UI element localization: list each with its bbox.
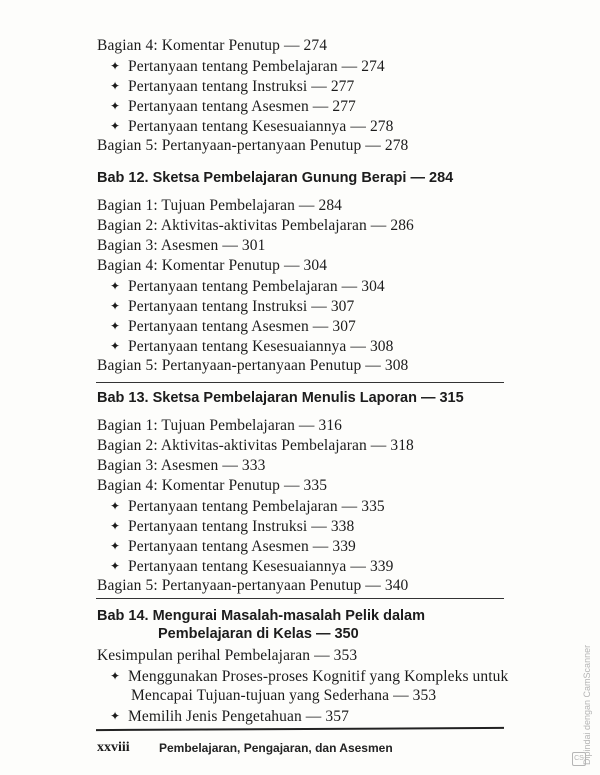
toc-subentry — [110, 96, 356, 117]
toc-entry — [97, 36, 327, 56]
chapter-heading — [97, 388, 464, 408]
toc-entry — [97, 436, 414, 456]
toc-entry-text: Pertanyaan tentang Kesesuaiannya — 308 — [128, 338, 394, 355]
toc-entry-text: Bagian 5: Pertanyaan-pertanyaan Penutup — 340 — [97, 577, 409, 594]
running-footer-title: Pembelajaran, Pengajaran, dan Asesmen — [159, 741, 393, 755]
toc-entry-text: Bagian 4: Komentar Penutup — 274 — [97, 37, 328, 54]
toc-entry-text: Bagian 2: Aktivitas-aktivitas Pembelajaran — 286 — [97, 217, 414, 234]
toc-entry-text: Pertanyaan tentang Kesesuaiannya — 339 — [128, 558, 394, 575]
toc-subentry — [110, 56, 385, 77]
bullet-icon: ✦ — [110, 499, 121, 513]
toc-subentry — [110, 116, 394, 137]
bullet-icon: ✦ — [110, 559, 121, 573]
bullet-icon: ✦ — [110, 99, 121, 113]
scanner-watermark — [572, 640, 592, 770]
toc-entry-text: Bagian 4: Komentar Penutup — 335 — [97, 477, 328, 494]
toc-subentry-continued — [131, 686, 436, 706]
chapter-heading — [97, 606, 425, 626]
toc-subentry — [110, 276, 385, 297]
toc-entry-text: Mencapai Tujuan-tujuan yang Sederhana — 353 — [131, 687, 437, 704]
toc-entry-text: Bagian 1: Tujuan Pembelajaran — 284 — [97, 197, 343, 214]
toc-entry-text: Pertanyaan tentang Instruksi — 338 — [128, 518, 355, 535]
toc-entry-text: Pertanyaan tentang Asesmen — 307 — [128, 318, 356, 335]
toc-entry-text: Bagian 3: Asesmen — 333 — [97, 457, 266, 474]
section-divider — [96, 382, 504, 383]
camscanner-logo-icon: CS — [572, 752, 586, 766]
toc-entry-text: Menggunakan Proses-proses Kognitif yang Kompleks untuk — [128, 668, 509, 685]
toc-subentry — [110, 76, 354, 97]
toc-entry-text: Pertanyaan tentang Asesmen — 339 — [128, 538, 356, 555]
chapter-heading-text: Bab 14. Mengurai Masalah-masalah Pelik dalam — [97, 608, 425, 624]
bullet-icon: ✦ — [110, 539, 121, 553]
toc-entry-text: Bagian 2: Aktivitas-aktivitas Pembelajaran — 318 — [97, 437, 414, 454]
toc-subentry — [110, 296, 354, 317]
chapter-heading-text: Bab 12. Sketsa Pembelajaran Gunung Berapi — 284 — [97, 170, 454, 186]
toc-entry-text: Pertanyaan tentang Instruksi — 277 — [128, 78, 355, 95]
chapter-heading-text: Pembelajaran di Kelas — 350 — [158, 626, 359, 642]
toc-entry — [97, 456, 265, 476]
toc-entry-text: Pertanyaan tentang Asesmen — 277 — [128, 98, 356, 115]
toc-entry-text: Pertanyaan tentang Kesesuaiannya — 278 — [128, 118, 394, 135]
toc-entry-text: Bagian 3: Asesmen — 301 — [97, 237, 266, 254]
toc-subentry — [110, 316, 356, 337]
toc-entry-text: Pertanyaan tentang Pembelajaran — 335 — [128, 498, 385, 515]
toc-entry-text: Bagian 5: Pertanyaan-pertanyaan Penutup — 308 — [97, 357, 409, 374]
toc-entry — [97, 646, 357, 666]
toc-subentry — [110, 336, 394, 357]
toc-subentry — [110, 666, 508, 687]
toc-entry — [97, 476, 327, 496]
toc-entry — [97, 136, 408, 156]
bullet-icon: ✦ — [110, 119, 121, 133]
toc-entry — [97, 196, 342, 216]
toc-entry — [97, 576, 408, 596]
bullet-icon: ✦ — [110, 79, 121, 93]
toc-entry — [97, 216, 414, 236]
bullet-icon: ✦ — [110, 299, 121, 313]
toc-subentry — [110, 496, 385, 517]
toc-subentry — [110, 536, 356, 557]
bullet-icon: ✦ — [110, 669, 121, 683]
bullet-icon: ✦ — [110, 59, 121, 73]
toc-subentry — [110, 516, 354, 537]
bullet-icon: ✦ — [110, 519, 121, 533]
chapter-heading — [97, 168, 453, 188]
toc-entry-text: Kesimpulan perihal Pembelajaran — 353 — [97, 647, 358, 664]
bullet-icon: ✦ — [110, 319, 121, 333]
bullet-icon: ✦ — [110, 339, 121, 353]
chapter-heading-continued — [158, 624, 359, 644]
toc-entry-text: Bagian 4: Komentar Penutup — 304 — [97, 257, 328, 274]
toc-subentry — [110, 706, 349, 727]
section-divider — [96, 598, 504, 599]
toc-entry-text: Bagian 1: Tujuan Pembelajaran — 316 — [97, 417, 343, 434]
toc-entry — [97, 256, 327, 276]
toc-entry-text: Bagian 5: Pertanyaan-pertanyaan Penutup — 278 — [97, 137, 409, 154]
toc-entry — [97, 416, 342, 436]
bullet-icon: ✦ — [110, 279, 121, 293]
chapter-heading-text: Bab 13. Sketsa Pembelajaran Menulis Laporan — 315 — [97, 390, 464, 406]
toc-subentry — [110, 556, 394, 577]
toc-entry-text: Memilih Jenis Pengetahuan — 357 — [128, 708, 349, 725]
toc-entry — [97, 356, 408, 376]
page-number: xxviii — [97, 740, 130, 755]
footer-rule — [96, 727, 504, 731]
toc-entry-text: Pertanyaan tentang Pembelajaran — 274 — [128, 58, 385, 75]
toc-entry-text: Pertanyaan tentang Instruksi — 307 — [128, 298, 355, 315]
toc-entry — [97, 236, 265, 256]
toc-entry-text: Pertanyaan tentang Pembelajaran — 304 — [128, 278, 385, 295]
watermark-text: Dipindai dengan CamScanner — [582, 644, 592, 765]
bullet-icon: ✦ — [110, 709, 121, 723]
